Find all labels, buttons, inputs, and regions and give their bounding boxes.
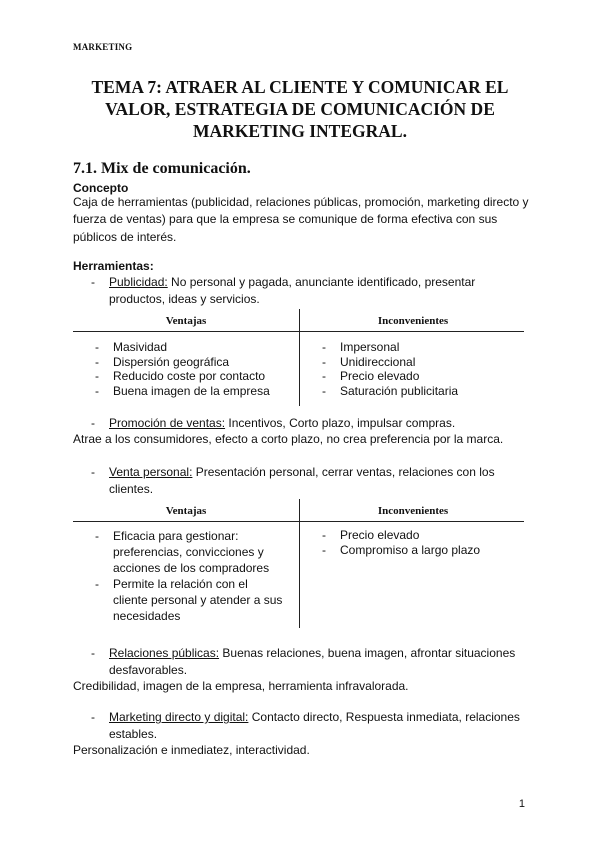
table-header-advantages: Ventajas: [165, 315, 207, 327]
list-item: - Eficacia para gestionar: preferencias, convicciones y acciones de los compradores: [95, 529, 270, 575]
tool-description: Buenas relaciones, buena imagen, afrontar situaciones desfavorables.: [109, 646, 516, 678]
page-title-line: VALOR, ESTRATEGIA DE COMUNICACIÓN DE: [105, 99, 495, 119]
list-item: - Buena imagen de la empresa: [95, 383, 270, 398]
list-dash: -: [91, 646, 95, 660]
advantages-list: [95, 528, 285, 624]
list-item: - Permite la relación con el cliente personal y atender a sus necesidades: [95, 577, 283, 623]
list-dash: -: [91, 465, 95, 479]
tool-note: Atrae a los consumidores, efecto a corto plazo, no crea preferencia por la marca.: [73, 432, 504, 446]
tool-body: [109, 464, 529, 499]
disadvantages-list: [322, 528, 522, 557]
table-header-advantages: Ventajas: [165, 505, 207, 517]
tool-body: [109, 415, 529, 432]
tool-body: [109, 274, 529, 309]
page-title: [60, 76, 540, 142]
section-heading: 7.1. Mix de comunicación.: [73, 160, 251, 177]
tool-name: Publicidad:: [109, 275, 168, 289]
page-title-line: MARKETING INTEGRAL.: [193, 121, 407, 141]
list-item: - Reducido coste por contacto: [95, 369, 266, 383]
concept-text: Caja de herramientas (publicidad, relaciones públicas, promoción, marketing directo y fuerza de ventas) para que la empresa se comunique de forma efectiva con sus públicos de interés.: [73, 195, 529, 244]
tool-description: Incentivos, Corto plazo, impulsar compras.: [225, 416, 456, 430]
list-item: - Dispersión geográfica: [95, 354, 230, 369]
table-header-disadvantages: Inconvenientes: [377, 505, 449, 517]
table-header-disadvantages: Inconvenientes: [377, 315, 449, 327]
advantages-list: [95, 340, 295, 398]
tools-label: Herramientas:: [73, 259, 154, 273]
list-item: - Precio elevado: [322, 369, 420, 383]
running-header: MARKETING: [73, 42, 133, 52]
tool-description: No personal y pagada, anunciante identificado, presentar productos, ideas y servicios.: [109, 275, 476, 307]
tool-description: Presentación personal, cerrar ventas, relaciones con los clientes.: [109, 465, 495, 497]
disadvantages-list: [322, 340, 522, 398]
tool-name: Venta personal:: [109, 465, 193, 479]
page-number: 1: [518, 798, 525, 810]
list-item: - Unidireccional: [322, 354, 416, 369]
list-dash: -: [91, 710, 95, 724]
tool-note: Credibilidad, imagen de la empresa, herramienta infravalorada.: [73, 679, 409, 693]
list-item: - Saturación publicitaria: [322, 383, 459, 398]
list-item: - Compromiso a largo plazo: [322, 542, 481, 557]
venta-personal-pros-cons-table: [73, 499, 524, 628]
tool-body: [109, 645, 529, 680]
table-divider: [299, 309, 300, 406]
tool-name: Promoción de ventas:: [109, 416, 226, 430]
tool-name: Marketing directo y digital:: [109, 710, 249, 724]
tool-description: Contacto directo, Respuesta inmediata, relaciones estables.: [109, 710, 520, 742]
tool-name: Relaciones públicas:: [109, 646, 220, 660]
list-item: - Masividad: [95, 340, 168, 354]
tool-body: [109, 709, 529, 744]
publicidad-pros-cons-table: [73, 309, 524, 406]
list-dash: -: [91, 416, 95, 430]
page-title-line: TEMA 7: ATRAER AL CLIENTE Y COMUNICAR EL: [91, 77, 509, 97]
list-item: - Impersonal: [322, 340, 400, 354]
table-divider: [299, 499, 300, 628]
concept-label: Concepto: [73, 181, 129, 195]
list-item: - Precio elevado: [322, 528, 420, 542]
list-dash: -: [91, 275, 95, 289]
tool-note: Personalización e inmediatez, interactividad.: [73, 743, 310, 757]
